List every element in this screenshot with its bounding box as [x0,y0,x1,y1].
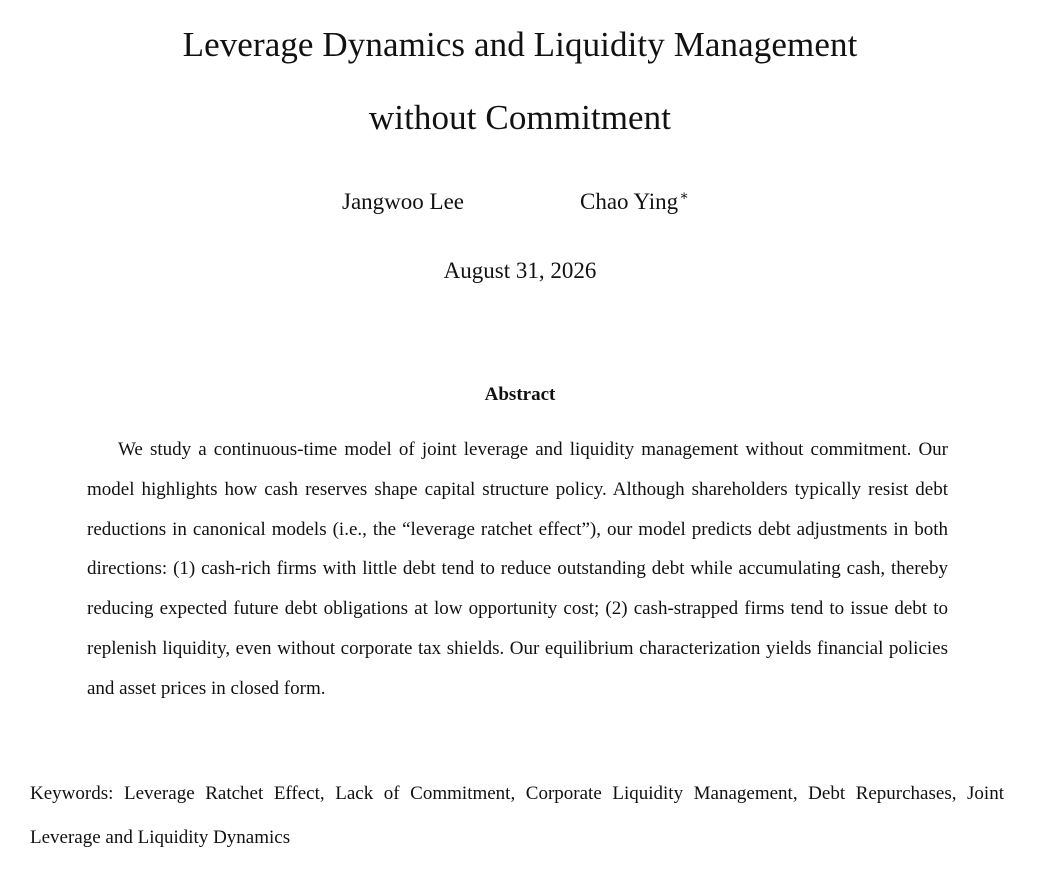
author-2-name: Chao Ying [580,189,679,214]
abstract-heading: Abstract [484,384,556,405]
author-2 [580,187,689,217]
author-list [0,187,1040,217]
paper-title-line-1: Leverage Dynamics and Liquidity Management [182,25,858,64]
paper-title-line-2: without Commitment [368,98,672,137]
author-1-name: Jangwoo Lee [342,189,464,214]
abstract-text: We study a continuous-time model of joint leverage and liquidity management without commitment. Our model highlights how cash reserves shape capital structure policy. Although shareholders typically resist debt reductions in canonical models (i.e., the “leverage ratchet effect”), our model predicts debt adjustments in both directions: (1) cash-rich firms with little debt tend to reduce outstanding debt while accumulating cash, thereby reducing expected future debt obligations at low opportunity cost; (2) cash-strapped firms tend to issue debt to replenish liquidity, even without corporate tax shields. Our equilibrium characterization yields financial policies and asset prices in closed form. [87,439,948,699]
author-1 [342,187,464,217]
keywords: Keywords: Leverage Ratchet Effect, Lack of Commitment, Corporate Liquidity Management, Debt Repurchases, Joint Leverage and Liquidity Dynamics [30,783,1004,848]
author-2-footnote-mark: ∗ [679,189,689,204]
paper-date: August 31, 2026 [443,258,597,283]
